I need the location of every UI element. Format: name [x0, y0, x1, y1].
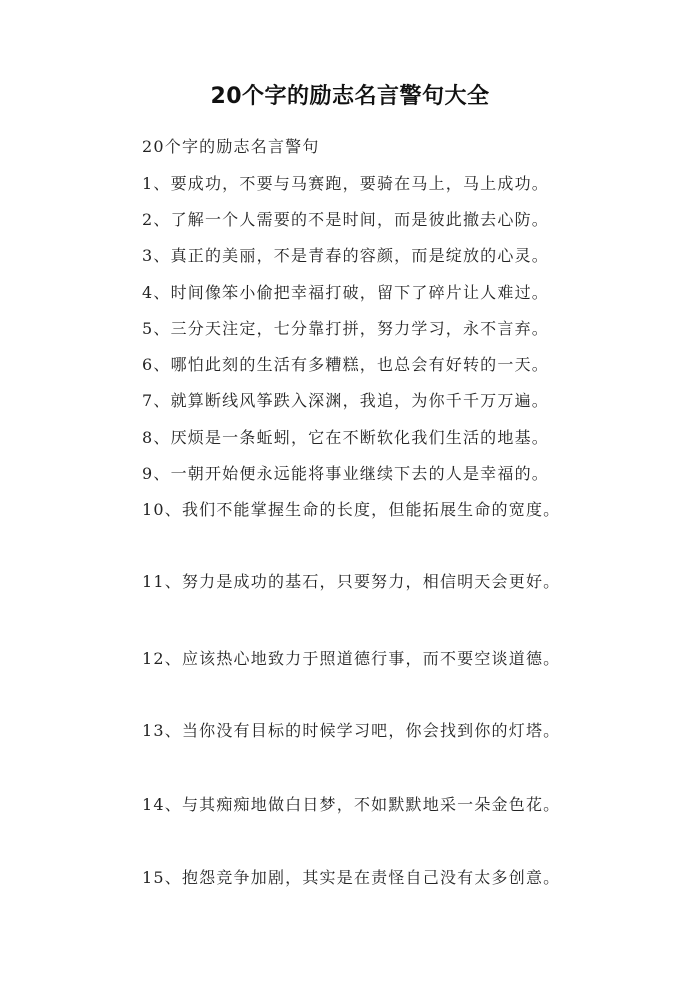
quote-line: 8、厌烦是一条蚯蚓，它在不断软化我们生活的地基。 [142, 428, 549, 447]
quote-line: 14、与其痴痴地做白日梦，不如默默地采一朵金色花。 [142, 795, 561, 814]
quote-line: 9、一朝开始便永远能将事业继续下去的人是幸福的。 [142, 464, 549, 483]
quote-line: 11、努力是成功的基石，只要努力，相信明天会更好。 [142, 572, 561, 591]
document-subtitle: 20个字的励志名言警句 [142, 137, 320, 156]
quote-line: 6、哪怕此刻的生活有多糟糕，也总会有好转的一天。 [142, 355, 549, 374]
page-title: 20个字的励志名言警句大全 [210, 84, 490, 109]
quote-line: 7、就算断线风筝跌入深渊，我追，为你千千万万遍。 [142, 391, 549, 410]
quote-line: 10、我们不能掌握生命的长度，但能拓展生命的宽度。 [142, 500, 561, 519]
quote-line: 3、真正的美丽，不是青春的容颜，而是绽放的心灵。 [142, 246, 549, 265]
quote-line: 1、要成功，不要与马赛跑，要骑在马上，马上成功。 [142, 174, 549, 193]
quote-line: 2、了解一个人需要的不是时间，而是彼此撤去心防。 [142, 210, 549, 229]
quote-line: 5、三分天注定，七分靠打拼，努力学习，永不言弃。 [142, 319, 549, 338]
quote-line: 12、应该热心地致力于照道德行事，而不要空谈道德。 [142, 649, 561, 668]
quote-line: 13、当你没有目标的时候学习吧，你会找到你的灯塔。 [142, 721, 561, 740]
quote-line: 15、抱怨竞争加剧，其实是在责怪自己没有太多创意。 [142, 868, 561, 887]
quote-line: 4、时间像笨小偷把幸福打破，留下了碎片让人难过。 [142, 283, 549, 302]
